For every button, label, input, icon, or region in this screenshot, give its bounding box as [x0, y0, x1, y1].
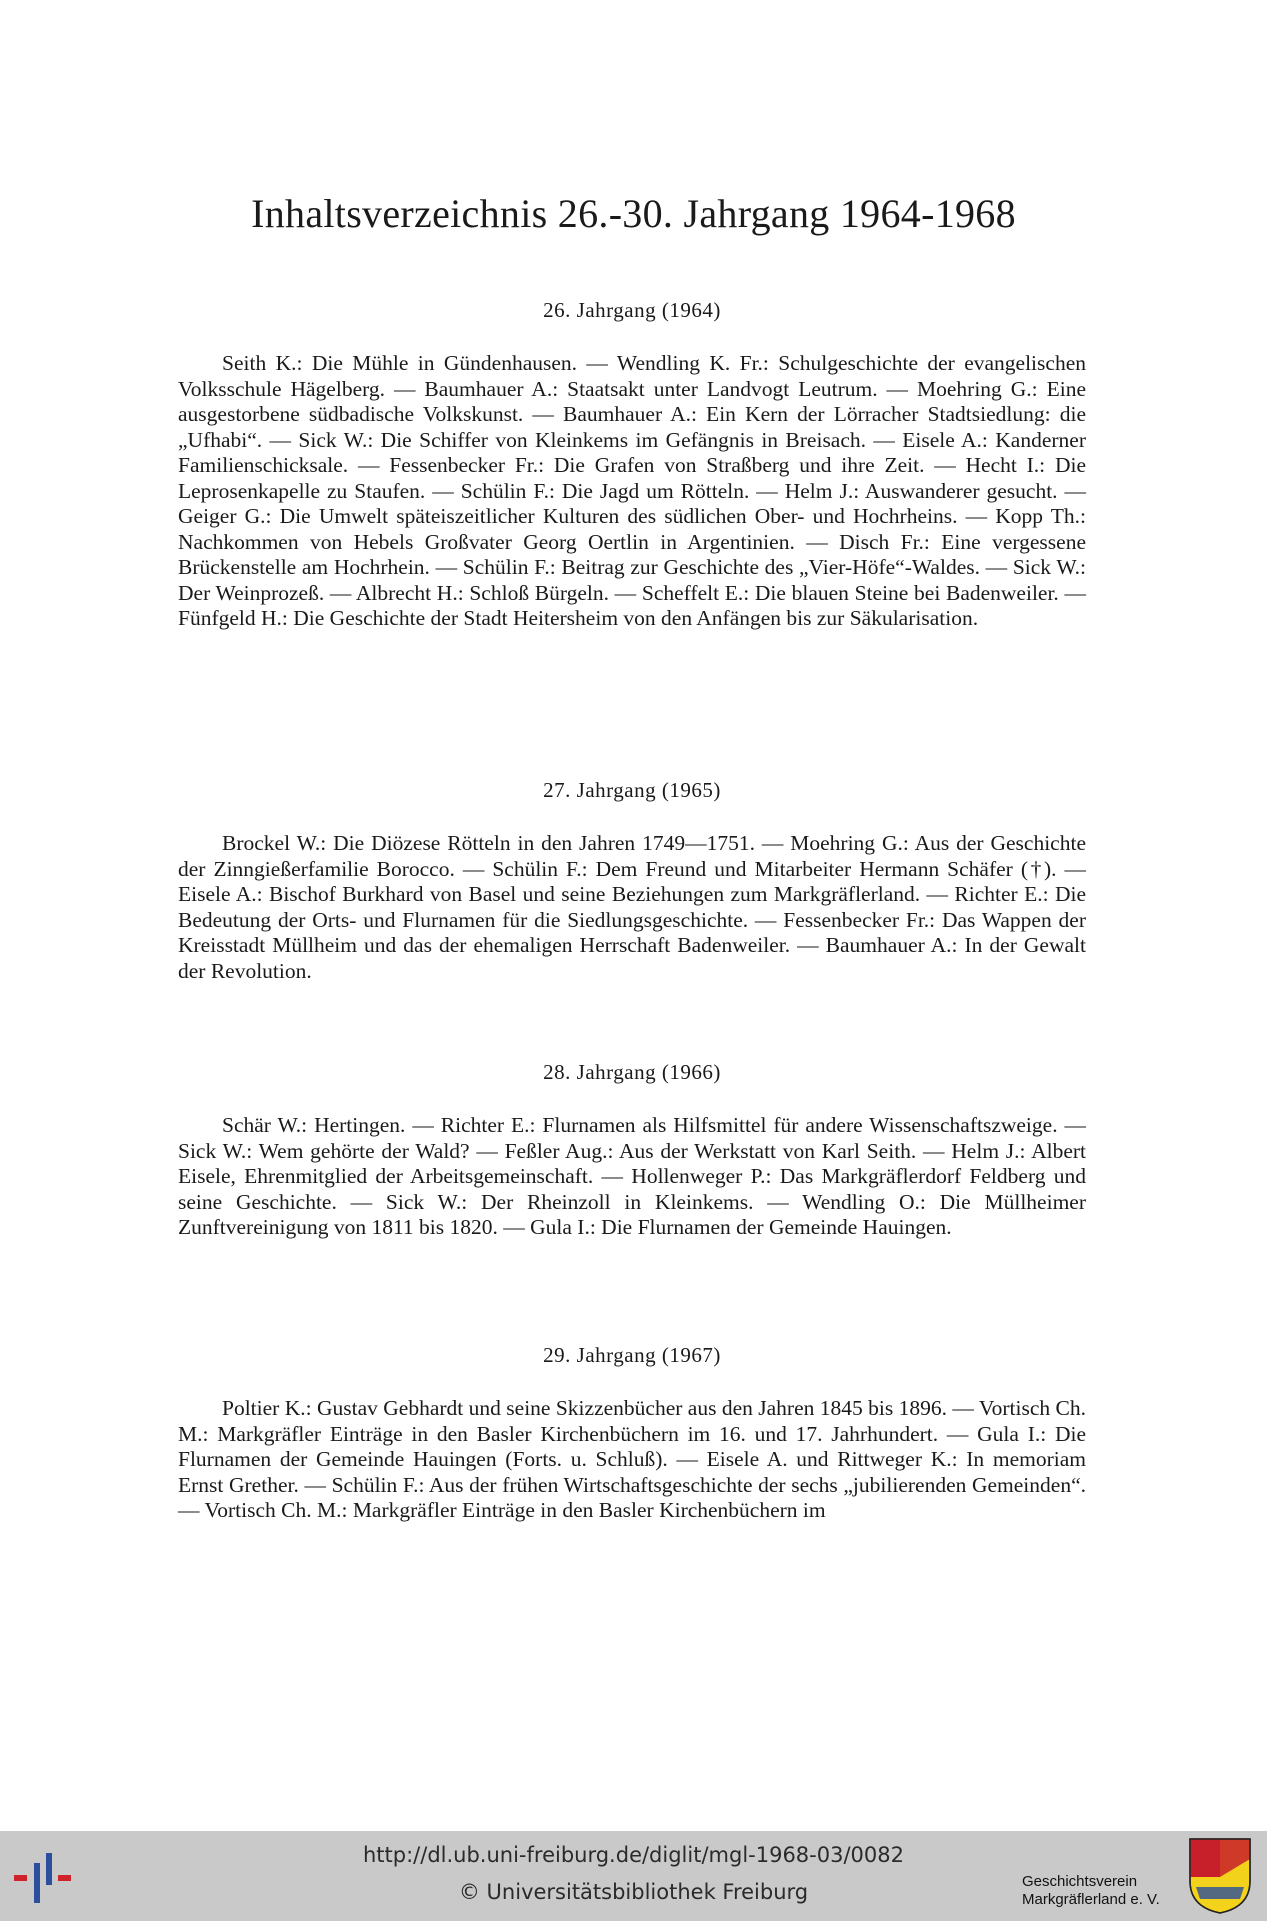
footer-bar: [0, 1831, 1267, 1921]
volume-section-1964: [178, 298, 1086, 632]
copyright-notice: © Universitätsbibliothek Freiburg: [458, 1880, 809, 1904]
society-name-line2: Markgräflerland e. V.: [1022, 1891, 1160, 1908]
volume-section-1967: [178, 1343, 1086, 1524]
coat-of-arms-icon: [1188, 1837, 1252, 1915]
society-name: [1022, 1873, 1160, 1909]
volume-heading: 27. Jahrgang (1965): [543, 778, 721, 802]
volume-contents: Schär W.: Hertingen. — Richter E.: Flurnamen als Hilfsmittel für andere Wissenschaftszweige. — Sick W.: Wem gehörte der Wald? — Feßler Aug.: Aus der Werkstatt von Karl Seith. — Helm J.: Albert Eisele, Ehrenmitglied der Arbeitsgemeinschaft. — Hollenweger P.: Das Markgräflerdorf Feldberg und seine Geschichte. — Sick W.: Der Rheinzoll in Kleinkems. — Wendling O.: Die Müllheimer Zunftvereinigung von 1811 bis 1820. — Gula I.: Die Flurnamen der Gemeinde Hauingen.: [178, 1113, 1086, 1239]
volume-heading: 26. Jahrgang (1964): [543, 298, 721, 322]
permalink-url[interactable]: http://dl.ub.uni-freiburg.de/diglit/mgl-1968-03/0082: [362, 1843, 904, 1867]
volume-contents: Brockel W.: Die Diözese Rötteln in den Jahren 1749—1751. — Moehring G.: Aus der Geschichte der Zinngießerfamilie Borocco. — Schülin F.: Dem Freund und Mitarbeiter Hermann Schäfer (†). — Eisele A.: Bischof Burkhard von Basel und seine Beziehungen zum Markgräflerland. — Richter E.: Die Bedeutung der Orts- und Flurnamen für die Siedlungsgeschichte. — Fessenbecker Fr.: Das Wappen der Kreisstadt Müllheim und das der ehemaligen Herrschaft Badenweiler. — Baumhauer A.: In der Gewalt der Revolution.: [178, 831, 1086, 983]
volume-section-1965: [178, 778, 1086, 984]
volume-heading: 28. Jahrgang (1966): [543, 1060, 721, 1084]
society-name-line1: Geschichtsverein: [1022, 1873, 1138, 1890]
volume-section-1966: [178, 1060, 1086, 1241]
volume-contents: Seith K.: Die Mühle in Gündenhausen. — Wendling K. Fr.: Schulgeschichte der evangelischen Volksschule Hägelberg. — Baumhauer A.: Staatsakt unter Landvogt Leutrum. — Moehring G.: Eine ausgestorbene südbadische Volkskunst. — Baumhauer A.: Ein Kern der Lörracher Stadtsiedlung: die „Ufhabi“. — Sick W.: Die Schiffer von Kleinkems im Gefängnis in Breisach. — Eisele A.: Kanderner Familienschicksale. — Fessenbecker Fr.: Die Grafen von Straßberg und ihre Zeit. — Hecht I.: Die Leprosenkapelle zu Staufen. — Schülin F.: Die Jagd um Rötteln. — Helm J.: Auswanderer gesucht. — Geiger G.: Die Umwelt späteiszeitlicher Kulturen des südlichen Ober- und Hochrheins. — Kopp Th.: Nachkommen von Hebels Großvater Georg Oertlin in Argentinien. — Disch Fr.: Eine vergessene Brückenstelle am Hochrhein. — Schülin F.: Beitrag zur Geschichte des „Vier-Höfe“-Waldes. — Sick W.: Der Weinprozeß. — Albrecht H.: Schloß Bürgeln. — Scheffelt E.: Die blauen Steine bei Badenweiler. — Fünfgeld H.: Die Geschichte der Stadt Heitersheim von den Anfängen bis zur Säkularisation.: [178, 351, 1086, 630]
page-title: Inhaltsverzeichnis 26.-30. Jahrgang 1964-1968: [251, 191, 1016, 236]
volume-contents: Poltier K.: Gustav Gebhardt und seine Skizzenbücher aus den Jahren 1845 bis 1896. — Vortisch Ch. M.: Markgräfler Einträge in den Basler Kirchenbüchern im 16. und 17. Jahrhundert. — Gula I.: Die Flurnamen der Gemeinde Hauingen (Forts. u. Schluß). — Eisele A. und Rittweger K.: In memoriam Ernst Grether. — Schülin F.: Aus der frühen Wirtschaftsgeschichte der sechs „jubilierenden Gemeinden“. — Vortisch Ch. M.: Markgräfler Einträge in den Basler Kirchenbüchern im: [178, 1396, 1086, 1522]
volume-heading: 29. Jahrgang (1967): [543, 1343, 721, 1367]
